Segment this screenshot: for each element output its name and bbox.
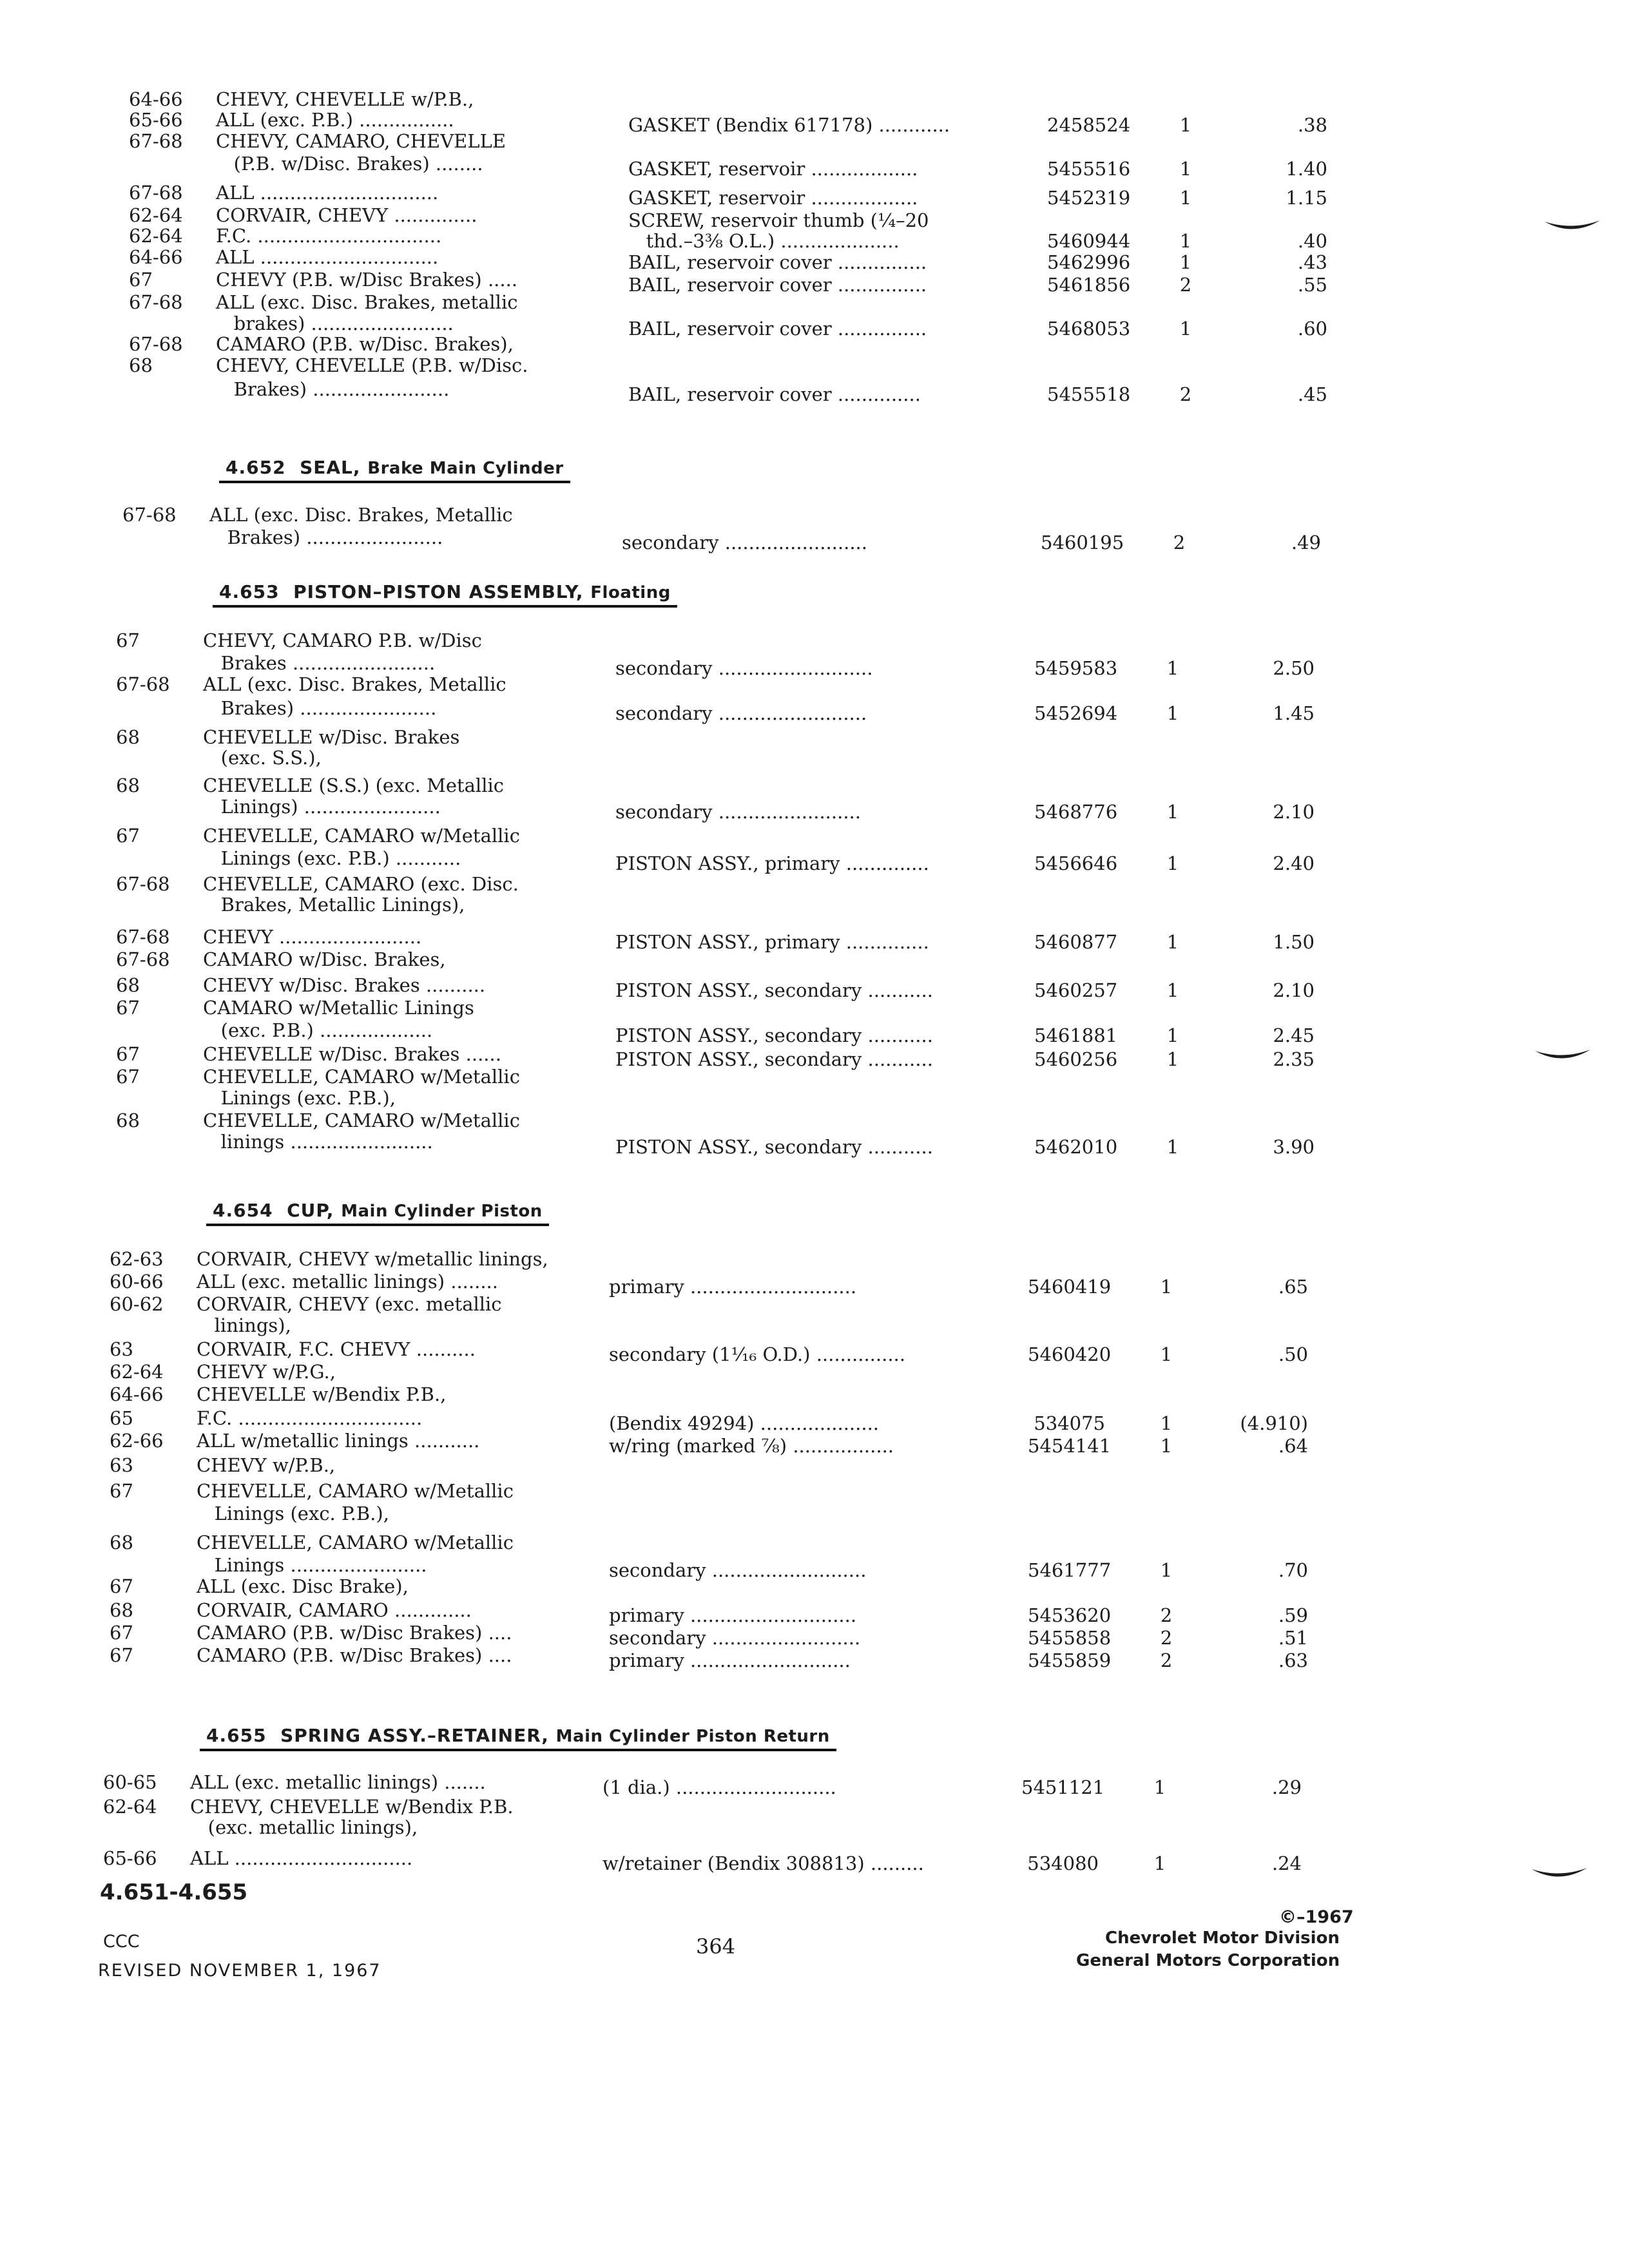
row-model: linings ........................ (203, 1131, 433, 1153)
row-price: 2.50 (1273, 657, 1315, 679)
section-title: PISTON–PISTON ASSEMBLY, (293, 581, 584, 602)
row-quantity: 2 (1179, 383, 1192, 405)
row-quantity: 1 (1153, 1852, 1166, 1874)
row-model: CHEVY, CHEVELLE (P.B. w/Disc. (216, 354, 528, 376)
row-year: 60-66 (110, 1271, 164, 1293)
row-quantity: 1 (1166, 979, 1179, 1001)
row-year: 67 (110, 1575, 133, 1597)
row-model: CAMARO (P.B. w/Disc Brakes) .... (197, 1644, 512, 1666)
row-model: ALL .............................. (190, 1847, 413, 1869)
row-model: Linings (exc. P.B.), (203, 1087, 396, 1109)
row-part-description: BAIL, reservoir cover ............... (628, 274, 927, 296)
section-number: 4.654 (213, 1200, 273, 1221)
row-year: 67 (110, 1622, 133, 1644)
row-quantity: 2 (1173, 532, 1186, 553)
row-year: 65 (110, 1407, 133, 1429)
row-price: 2.45 (1273, 1024, 1315, 1046)
section-subtitle: Main Cylinder Piston Return (555, 1727, 830, 1746)
row-quantity: 1 (1166, 1048, 1179, 1070)
row-model: Linings) ....................... (203, 796, 441, 818)
row-price: .60 (1297, 318, 1327, 340)
row-model: CHEVY, CHEVELLE w/Bendix P.B. (190, 1796, 514, 1818)
row-part-description: BAIL, reservoir cover .............. (628, 383, 921, 405)
row-quantity: 1 (1179, 318, 1192, 340)
section-title: CUP, (287, 1200, 334, 1221)
row-part-number: 5460420 (1028, 1343, 1112, 1365)
row-model: CHEVELLE, CAMARO w/Metallic (203, 1066, 520, 1088)
row-quantity: 1 (1160, 1435, 1173, 1457)
row-year: 67-68 (116, 926, 170, 948)
row-price: 1.45 (1273, 702, 1315, 724)
row-price: .49 (1291, 532, 1321, 553)
row-model: ALL .............................. (216, 246, 439, 268)
row-year: 68 (116, 974, 140, 996)
row-year: 67-68 (129, 182, 183, 204)
row-quantity: 1 (1160, 1276, 1173, 1298)
row-price: 1.40 (1286, 158, 1327, 180)
row-price: .40 (1297, 230, 1327, 252)
row-model: F.C. ............................... (197, 1407, 423, 1429)
row-model: CHEVELLE, CAMARO w/Metallic (203, 1110, 520, 1131)
row-model: CHEVY (P.B. w/Disc Brakes) ..... (216, 269, 518, 291)
binder-hole-mark-icon (1543, 218, 1601, 237)
row-year: 64-66 (110, 1383, 164, 1405)
row-year: 65-66 (103, 1847, 157, 1869)
row-model: Linings (exc. P.B.), (197, 1503, 389, 1524)
row-model: CAMARO w/Metallic Linings (203, 997, 474, 1019)
row-year: 67 (116, 825, 140, 847)
row-part-description: (1 dia.) ........................... (602, 1776, 836, 1798)
row-quantity: 1 (1166, 852, 1179, 874)
section-subtitle: Brake Main Cylinder (367, 459, 564, 478)
row-year: 68 (110, 1599, 133, 1621)
row-year: 63 (110, 1338, 133, 1360)
row-model: (exc. S.S.), (203, 747, 322, 769)
row-quantity: 1 (1166, 1024, 1179, 1046)
row-part-number: 5460419 (1028, 1276, 1112, 1298)
row-part-number: 5468776 (1034, 801, 1118, 823)
row-quantity: 1 (1166, 702, 1179, 724)
row-price: .59 (1278, 1604, 1308, 1626)
row-quantity: 1 (1153, 1776, 1166, 1798)
row-year: 67-68 (122, 504, 177, 526)
row-price: .70 (1278, 1559, 1308, 1581)
section-subtitle: Floating (590, 583, 671, 602)
row-price: 2.10 (1273, 979, 1315, 1001)
row-part-description: (Bendix 49294) .................... (609, 1412, 880, 1434)
row-year: 67-68 (116, 948, 170, 970)
row-price: 3.90 (1273, 1136, 1315, 1158)
row-part-description: primary ............................ (609, 1604, 857, 1626)
row-year: 62-64 (129, 225, 183, 247)
row-part-number: 5460195 (1041, 532, 1124, 553)
row-year: 64-66 (129, 246, 183, 268)
row-price: .55 (1297, 274, 1327, 296)
row-part-number: 5454141 (1028, 1435, 1112, 1457)
row-year: 68 (116, 1110, 140, 1131)
row-quantity: 1 (1166, 801, 1179, 823)
row-price: .38 (1297, 114, 1327, 136)
row-price: .64 (1278, 1435, 1308, 1457)
row-year: 62-66 (110, 1430, 164, 1452)
row-part-number: 5456646 (1034, 852, 1118, 874)
row-part-number: 5451121 (1021, 1776, 1105, 1798)
row-model: (P.B. w/Disc. Brakes) ........ (216, 153, 483, 175)
row-model: ALL (exc. Disc Brake), (197, 1575, 409, 1597)
row-part-description: PISTON ASSY., secondary ........... (615, 1048, 933, 1070)
row-part-description: GASKET, reservoir .................. (628, 187, 918, 209)
section-number: 4.652 (226, 457, 286, 478)
row-part-description: PISTON ASSY., primary .............. (615, 852, 929, 874)
row-part-description: primary ............................ (609, 1276, 857, 1298)
row-quantity: 1 (1166, 931, 1179, 953)
row-quantity: 2 (1179, 274, 1192, 296)
row-year: 67-68 (129, 333, 183, 355)
row-year: 60-62 (110, 1293, 164, 1315)
row-model: ALL (exc. Disc. Brakes, Metallic (203, 673, 506, 695)
row-quantity: 2 (1160, 1604, 1173, 1626)
row-part-number: 5461777 (1028, 1559, 1112, 1581)
section-number: 4.655 (206, 1725, 267, 1746)
row-part-number: 5460877 (1034, 931, 1118, 953)
row-quantity: 1 (1160, 1559, 1173, 1581)
footer-section-range: 4.651-4.655 (100, 1879, 248, 1905)
row-model: CHEVY w/P.G., (197, 1361, 336, 1383)
row-part-number: 5460256 (1034, 1048, 1118, 1070)
row-model: CORVAIR, CHEVY .............. (216, 204, 477, 226)
binder-hole-mark-icon (1530, 1865, 1588, 1885)
row-model: CORVAIR, CHEVY (exc. metallic (197, 1293, 502, 1315)
row-model: CHEVY, CAMARO, CHEVELLE (216, 130, 506, 152)
row-price: 2.35 (1273, 1048, 1315, 1070)
row-model: CORVAIR, CAMARO ............. (197, 1599, 472, 1621)
row-model: F.C. ............................... (216, 225, 442, 247)
row-year: 67-68 (129, 291, 183, 313)
row-part-description: thd.–3⅜ O.L.) .................... (628, 230, 900, 252)
row-model: CHEVY, CHEVELLE w/P.B., (216, 88, 474, 110)
row-model: CHEVELLE w/Bendix P.B., (197, 1383, 447, 1405)
row-quantity: 1 (1166, 657, 1179, 679)
row-price: .43 (1297, 251, 1327, 273)
row-model: CORVAIR, F.C. CHEVY .......... (197, 1338, 476, 1360)
page-number: 364 (696, 1934, 736, 1959)
row-quantity: 1 (1160, 1412, 1173, 1434)
row-part-description: SCREW, reservoir thumb (¼–20 (628, 209, 929, 231)
row-part-description: secondary .......................... (609, 1559, 867, 1581)
row-part-description: PISTON ASSY., primary .............. (615, 931, 929, 953)
row-part-description: secondary ......................... (615, 702, 867, 724)
row-part-number: 5462996 (1047, 251, 1131, 273)
row-year: 60-65 (103, 1771, 157, 1793)
row-year: 62-64 (103, 1796, 157, 1818)
row-model: CHEVY w/Disc. Brakes .......... (203, 974, 486, 996)
row-price: 2.10 (1273, 801, 1315, 823)
row-model: CHEVY w/P.B., (197, 1454, 336, 1476)
row-part-number: 5455859 (1028, 1649, 1112, 1671)
section-number: 4.653 (219, 581, 280, 602)
row-price: .50 (1278, 1343, 1308, 1365)
row-part-number: 5455858 (1028, 1627, 1112, 1649)
row-model: Brakes) ....................... (209, 526, 443, 548)
row-model: CHEVELLE, CAMARO (exc. Disc. (203, 873, 519, 895)
section-title: SEAL, (300, 457, 361, 478)
row-year: 68 (129, 354, 153, 376)
row-price: .24 (1271, 1852, 1302, 1874)
row-price: 1.50 (1273, 931, 1315, 953)
row-quantity: 1 (1179, 230, 1192, 252)
row-model: ALL .............................. (216, 182, 439, 204)
row-model: Brakes) ....................... (203, 697, 437, 719)
row-part-description: secondary ........................ (615, 801, 861, 823)
section-subtitle: Main Cylinder Piston (341, 1202, 543, 1221)
row-year: 64-66 (129, 88, 183, 110)
row-model: CAMARO w/Disc. Brakes, (203, 948, 446, 970)
row-model: CHEVELLE (S.S.) (exc. Metallic (203, 774, 504, 796)
row-part-description: secondary .......................... (615, 657, 873, 679)
row-part-description: secondary (1¹⁄₁₆ O.D.) ............... (609, 1343, 905, 1365)
row-year: 68 (110, 1532, 133, 1553)
row-quantity: 2 (1160, 1649, 1173, 1671)
footer-corporation: General Motors Corporation (1076, 1951, 1340, 1970)
row-year: 68 (116, 726, 140, 748)
row-part-number: 5453620 (1028, 1604, 1112, 1626)
row-part-number: 534080 (1027, 1852, 1099, 1874)
row-model: ALL (exc. P.B.) ................ (216, 109, 454, 131)
row-model: CHEVELLE, CAMARO w/Metallic (197, 1480, 514, 1502)
row-year: 67 (116, 997, 140, 1019)
row-price: .29 (1271, 1776, 1302, 1798)
row-price: .51 (1278, 1627, 1308, 1649)
row-year: 67-68 (116, 673, 170, 695)
row-part-number: 5461881 (1034, 1024, 1118, 1046)
row-part-description: secondary ......................... (609, 1627, 861, 1649)
row-part-number: 5460257 (1034, 979, 1118, 1001)
row-part-number: 5455518 (1047, 383, 1131, 405)
row-part-description: w/retainer (Bendix 308813) ......... (602, 1852, 924, 1874)
row-part-description: primary ........................... (609, 1649, 851, 1671)
row-part-description: PISTON ASSY., secondary ........... (615, 979, 933, 1001)
section-heading (219, 459, 570, 483)
row-part-description: w/ring (marked ⅞) ................. (609, 1435, 894, 1457)
row-year: 65-66 (129, 109, 183, 131)
footer-copyright: ©–1967 (1279, 1907, 1354, 1927)
row-part-number: 5468053 (1047, 318, 1131, 340)
row-quantity: 1 (1166, 1136, 1179, 1158)
row-quantity: 1 (1179, 158, 1192, 180)
row-price: 2.40 (1273, 852, 1315, 874)
row-model: CHEVELLE w/Disc. Brakes (203, 726, 460, 748)
row-model: CHEVELLE w/Disc. Brakes ...... (203, 1043, 501, 1065)
row-year: 63 (110, 1454, 133, 1476)
row-part-number: 5462010 (1034, 1136, 1118, 1158)
row-part-number: 5459583 (1034, 657, 1118, 679)
row-part-description: secondary ........................ (622, 532, 867, 553)
row-part-number: 5452694 (1034, 702, 1118, 724)
row-model: (exc. metallic linings), (190, 1816, 418, 1838)
row-quantity: 2 (1160, 1627, 1173, 1649)
row-model: Brakes ........................ (203, 652, 436, 674)
row-part-description: BAIL, reservoir cover ............... (628, 318, 927, 340)
row-part-number: 2458524 (1047, 114, 1131, 136)
row-price: (4.910) (1240, 1412, 1308, 1434)
row-quantity: 1 (1179, 187, 1192, 209)
binder-hole-mark-icon (1534, 1047, 1592, 1066)
row-part-number: 534075 (1034, 1412, 1105, 1434)
row-year: 62-64 (129, 204, 183, 226)
row-model: CAMARO (P.B. w/Disc. Brakes), (216, 333, 514, 355)
row-year: 67-68 (129, 130, 183, 152)
row-price: .65 (1278, 1276, 1308, 1298)
row-part-number: 5452319 (1047, 187, 1131, 209)
row-model: Linings ....................... (197, 1554, 427, 1576)
row-model: Brakes) ....................... (216, 378, 450, 400)
footer-code: CCC (103, 1932, 140, 1952)
row-part-description: PISTON ASSY., secondary ........... (615, 1136, 933, 1158)
row-year: 67 (129, 269, 153, 291)
footer-revised: REVISED NOVEMBER 1, 1967 (98, 1961, 381, 1981)
section-heading (213, 583, 677, 608)
row-model: ALL (exc. Disc. Brakes, metallic (216, 291, 518, 313)
row-model: CHEVY, CAMARO P.B. w/Disc (203, 629, 482, 651)
row-model: CORVAIR, CHEVY w/metallic linings, (197, 1248, 548, 1270)
row-year: 67 (116, 1066, 140, 1088)
row-price: .63 (1278, 1649, 1308, 1671)
row-part-number: 5455516 (1047, 158, 1131, 180)
section-title: SPRING ASSY.–RETAINER, (280, 1725, 549, 1746)
row-model: CHEVELLE, CAMARO w/Metallic (197, 1532, 514, 1553)
row-model: CAMARO (P.B. w/Disc Brakes) .... (197, 1622, 512, 1644)
row-model: CHEVY ........................ (203, 926, 422, 948)
row-model: ALL (exc. metallic linings) ........ (197, 1271, 498, 1293)
row-part-number: 5461856 (1047, 274, 1131, 296)
row-price: 1.15 (1286, 187, 1327, 209)
row-part-description: PISTON ASSY., secondary ........... (615, 1024, 933, 1046)
row-year: 67 (116, 629, 140, 651)
row-year: 68 (116, 774, 140, 796)
row-model: linings), (197, 1314, 291, 1336)
footer-division: Chevrolet Motor Division (1105, 1928, 1340, 1948)
row-model: ALL w/metallic linings ........... (197, 1430, 480, 1452)
row-model: Brakes, Metallic Linings), (203, 894, 465, 916)
row-model: ALL (exc. Disc. Brakes, Metallic (209, 504, 513, 526)
row-model: (exc. P.B.) ................... (203, 1019, 433, 1041)
row-year: 62-63 (110, 1248, 164, 1270)
row-quantity: 1 (1179, 114, 1192, 136)
row-model: Linings (exc. P.B.) ........... (203, 847, 461, 869)
row-model: CHEVELLE, CAMARO w/Metallic (203, 825, 520, 847)
row-quantity: 1 (1160, 1343, 1173, 1365)
row-model: ALL (exc. metallic linings) ....... (190, 1771, 486, 1793)
row-quantity: 1 (1179, 251, 1192, 273)
row-year: 67 (110, 1480, 133, 1502)
row-price: .45 (1297, 383, 1327, 405)
row-year: 62-64 (110, 1361, 164, 1383)
row-year: 67 (110, 1644, 133, 1666)
row-part-description: GASKET, reservoir .................. (628, 158, 918, 180)
row-part-description: BAIL, reservoir cover ............... (628, 251, 927, 273)
section-heading (200, 1727, 836, 1751)
row-year: 67 (116, 1043, 140, 1065)
row-model: brakes) ........................ (216, 312, 454, 334)
section-heading (206, 1202, 549, 1226)
row-part-description: GASKET (Bendix 617178) ............ (628, 114, 950, 136)
row-part-number: 5460944 (1047, 230, 1131, 252)
row-year: 67-68 (116, 873, 170, 895)
